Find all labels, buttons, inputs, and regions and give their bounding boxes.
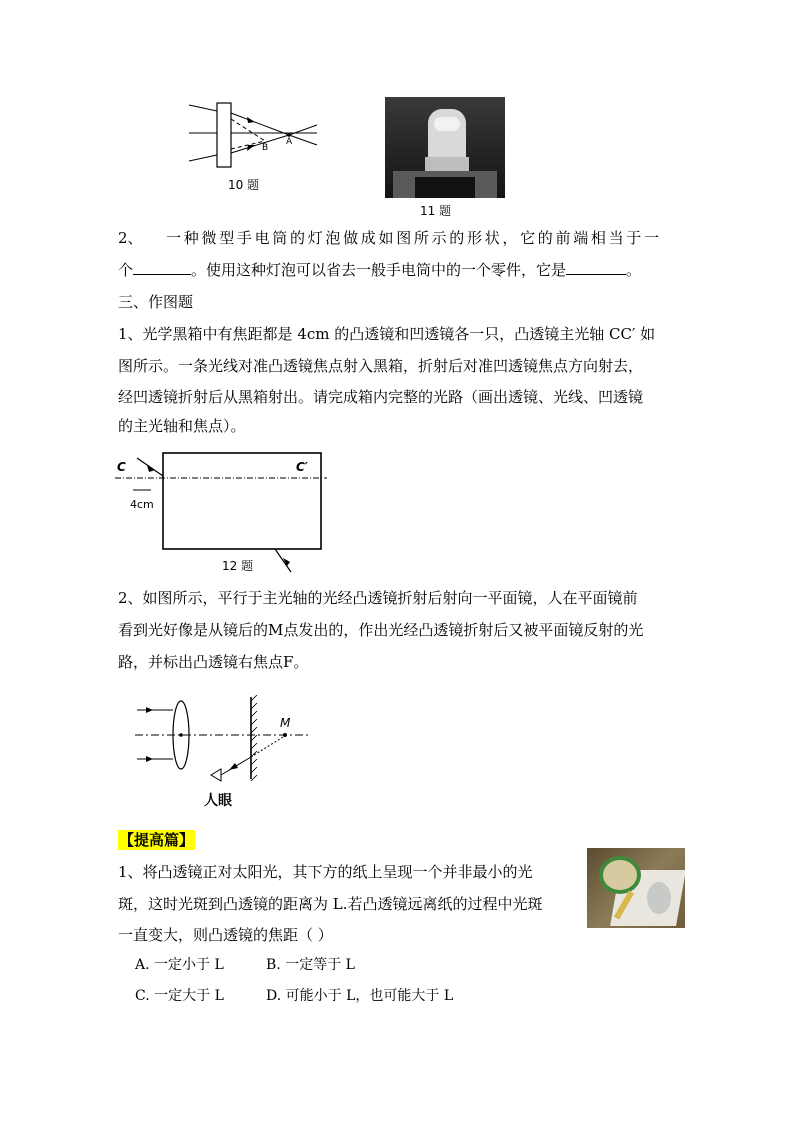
question-2-line-2-middle: 。使用这种灯泡可以省去一般手电筒中的一个零件，它是 [191,261,567,279]
figure-10-label-a: A [286,137,293,147]
figure-12-label-c: C [117,460,126,474]
option-d: D. 可能小于 L，也可能大于 L [266,988,454,1004]
figure-10-label-b: B [262,143,269,153]
advanced-section-title [118,828,195,852]
answer-blank-2[interactable] [566,256,626,275]
drawing-question-1-line-4: 的主光轴和焦点）。 [118,417,246,435]
question-2-line-1 [118,222,662,254]
option-c: C. 一定大于 L [135,988,224,1004]
option-b: B. 一定等于 L [266,957,355,973]
answer-blank-1[interactable] [133,256,191,275]
section-3-title: 三、作图题 [118,293,194,311]
drawing-question-2-line-3: 路，并标出凸透镜右焦点F。 [118,653,309,671]
figure-12-caption: 12 题 [222,559,254,573]
question-2-text: 一种微型手电筒的灯泡做成如图所示的形状，它的前端相当于一 [166,229,662,247]
drawing-question-2-line-2: 看到光好像是从镜后的M点发出的，作出光经凸透镜折射后又被平面镜反射的光 [118,621,644,639]
figure-11-photo [385,97,505,198]
question-2-number: 2、 [118,229,143,247]
figure-10-caption: 10 题 [228,178,260,192]
figure-11-caption: 11 题 [420,204,452,218]
advanced-question-1-line-3: 一直变大，则凸透镜的焦距（ ） [118,926,333,944]
figure-10-diagram [185,95,325,175]
figure-label-m: M [280,716,291,730]
advanced-title-highlight: 【提高篇】 [119,831,195,849]
advanced-question-1-line-1: 1、将凸透镜正对太阳光，其下方的纸上呈现一个并非最小的光 [118,863,533,881]
magnifier-photo [587,848,685,928]
drawing-question-1-line-2: 图所示。一条光线对准凸透镜焦点射入黑箱，折射后对准凹透镜焦点方向射去， [118,357,644,375]
figure-12-scale-label: 4cm [130,498,154,511]
option-a: A. 一定小于 L [135,957,224,973]
question-2-line-2-start: 个 [118,261,134,279]
question-2-line-2-end: 。 [626,261,642,279]
drawing-question-1-line-1: 1、光学黑箱中有焦距都是 4cm 的凸透镜和凹透镜各一只，凸透镜主光轴 CC′ 如 [118,325,656,343]
figure-lens-mirror [135,695,310,795]
figure-12-label-c-prime: C′ [296,460,308,474]
question-2-line-2 [118,254,641,286]
advanced-question-1-line-2: 斑，这时光斑到凸透镜的距离为 L.若凸透镜远离纸的过程中光斑 [118,895,543,913]
drawing-question-1-line-3: 经凹透镜折射后从黑箱射出。请完成箱内完整的光路（画出透镜、光线、凹透镜 [118,388,644,406]
drawing-question-2-line-1: 2、如图所示，平行于主光轴的光经凸透镜折射后射向一平面镜，人在平面镜前 [118,589,638,607]
figure-label-eye: 人眼 [204,793,232,809]
